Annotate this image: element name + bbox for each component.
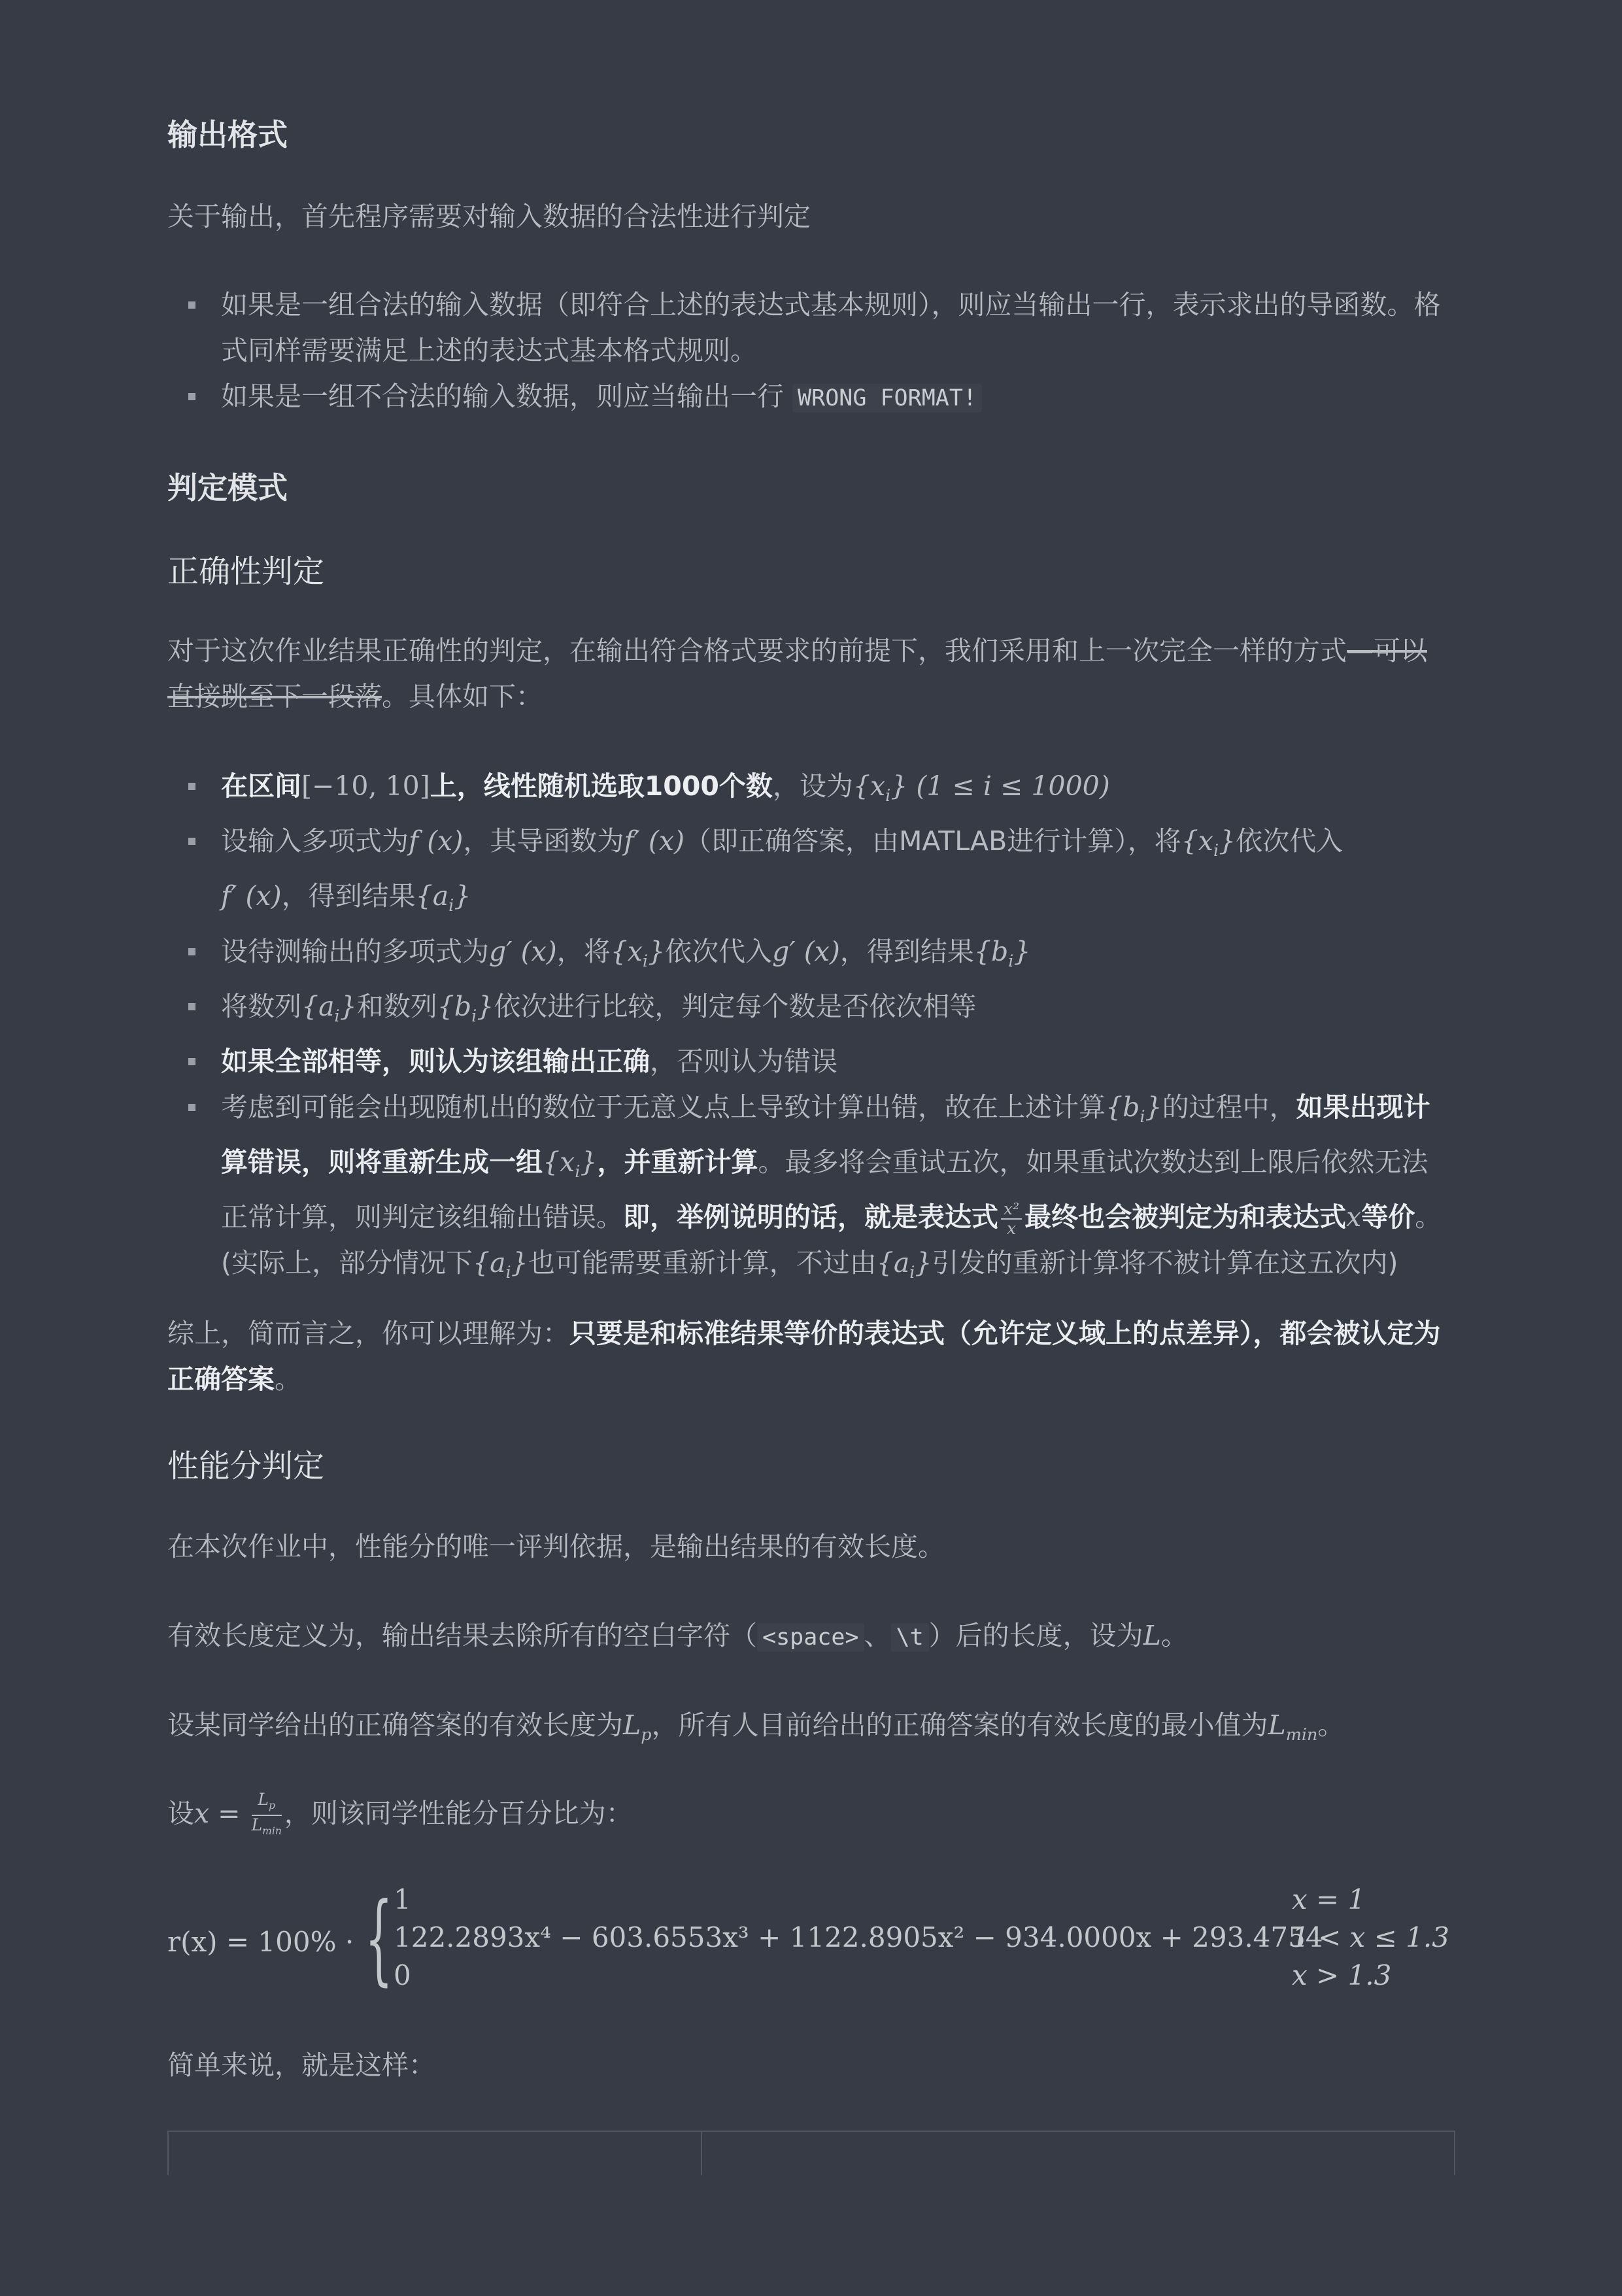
formula-case: 1 x = 1 xyxy=(394,1883,1366,1915)
wrong-format-code: WRONG FORMAT! xyxy=(792,384,982,413)
formula-case: 0 x > 1.3 xyxy=(394,1959,1392,1991)
score-formula: r(x) = 100% · { 1 x = 1 122.2893x⁴ − 603.6553x³ + 1122.8905x² − 934.0000x + 293.4754 1 < x ≤ 1.3 0 x > 1.3 xyxy=(167,1883,1462,2014)
strikethrough-text: —可以直接跳至下一段落 xyxy=(167,635,1427,712)
list-item: 在区间[−10, 10]上，线性随机选取1000个数，设为$\{x_i\} (1 \le i \le 1000)$ xyxy=(167,763,1449,818)
left-brace: { xyxy=(365,1882,393,1996)
performance-p1: 在本次作业中，性能分的唯一评判依据，是输出结果的有效长度。 xyxy=(167,1531,945,1562)
section-heading-judge: 判定模式 xyxy=(167,470,288,505)
list-item: 考虑到可能会出现随机出的数位于无意义点上导致计算出错，故在上述计算$\{b_i\}$的过程中，如果出现计算错误，则将重新生成一组$\{x_i\}$，并重新计算。最多将会重试五次，如果重试次数达到上限后依然无法正常计算，则判定该组输出错误。即，举例说明的话，就是表达式 $\frac{\text{x²}}{x}$ 最终也会被判定为和表达式x等价。(实际上，部分情况下$\{a_i\}$也可能需要重新计算，不过由$\{a_i\}$引发的重新计算将不被计算在这五次内) xyxy=(167,1084,1449,1295)
fraction-x-squared-over-x: $\frac{\text{x²}}{x}$ xyxy=(1001,1200,1022,1238)
subheading-performance: 性能分判定 xyxy=(167,1448,325,1484)
tab-code: \t xyxy=(891,1623,929,1652)
list-item: 将数列$\{a_i\}$和数列$\{b_i\}$依次进行比较，判定每个数是否依次相等 xyxy=(167,984,1449,1038)
subheading-correctness: 正确性判定 xyxy=(167,553,325,590)
performance-p3: 设某同学给出的正确答案的有效长度为$L_p$，所有人目前给出的正确答案的有效长度的最小值为$L_{min}$。 xyxy=(167,1709,1345,1745)
output-rules-list xyxy=(167,282,1449,421)
list-item: 如果是一组不合法的输入数据，则应当输出一行 WRONG FORMAT! xyxy=(167,373,1449,421)
fraction-lp-over-lmin: $\frac{L_p}{L_{min}}$ xyxy=(251,1790,282,1837)
performance-p4: 设x = $\frac{L_p}{L_{min}}$ ，则该同学性能分百分比为： xyxy=(167,1791,633,1840)
performance-p2: 有效长度定义为，输出结果去除所有的空白字符（ <space> 、 \t ）后的长度，设为L。 xyxy=(167,1620,1188,1651)
correctness-steps-list xyxy=(167,763,1449,1295)
table-top-edge xyxy=(167,2131,1455,2175)
correctness-intro: 对于这次作业结果正确性的判定，在输出符合格式要求的前提下，我们采用和上一次完全一样的方式—可以直接跳至下一段落。具体如下： xyxy=(167,635,1427,712)
output-intro: 关于输出，首先程序需要对输入数据的合法性进行判定 xyxy=(167,201,811,232)
list-item: 如果是一组合法的输入数据（即符合上述的表达式基本规则），则应当输出一行，表示求出的导函数。格式同样需要满足上述的表达式基本格式规则。 xyxy=(167,282,1449,373)
correctness-summary: 综上，简而言之，你可以理解为：只要是和标准结果等价的表达式（允许定义域上的点差异），都会被认定为正确答案。 xyxy=(167,1318,1441,1395)
list-item: 如果全部相等，则认为该组输出正确，否则认为错误 xyxy=(167,1038,1449,1084)
list-item: 设输入多项式为f (x)，其导函数为f′ (x)（即正确答案，由MATLAB进行计算），将$\{x_i\}$依次代入 f′ (x)，得到结果$\{a_i\}$ xyxy=(167,818,1449,928)
section-heading-output-format: 输出格式 xyxy=(167,117,288,152)
performance-p5: 简单来说，就是这样： xyxy=(167,2049,435,2081)
space-code: <space> xyxy=(757,1623,864,1652)
formula-case: 122.2893x⁴ − 603.6553x³ + 1122.8905x² − 934.0000x + 293.4754 1 < x ≤ 1.3 xyxy=(394,1921,1449,1953)
list-item: 设待测输出的多项式为g′ (x)，将$\{x_i\}$依次代入g′ (x)，得到结果$\{b_i\}$ xyxy=(167,929,1449,984)
